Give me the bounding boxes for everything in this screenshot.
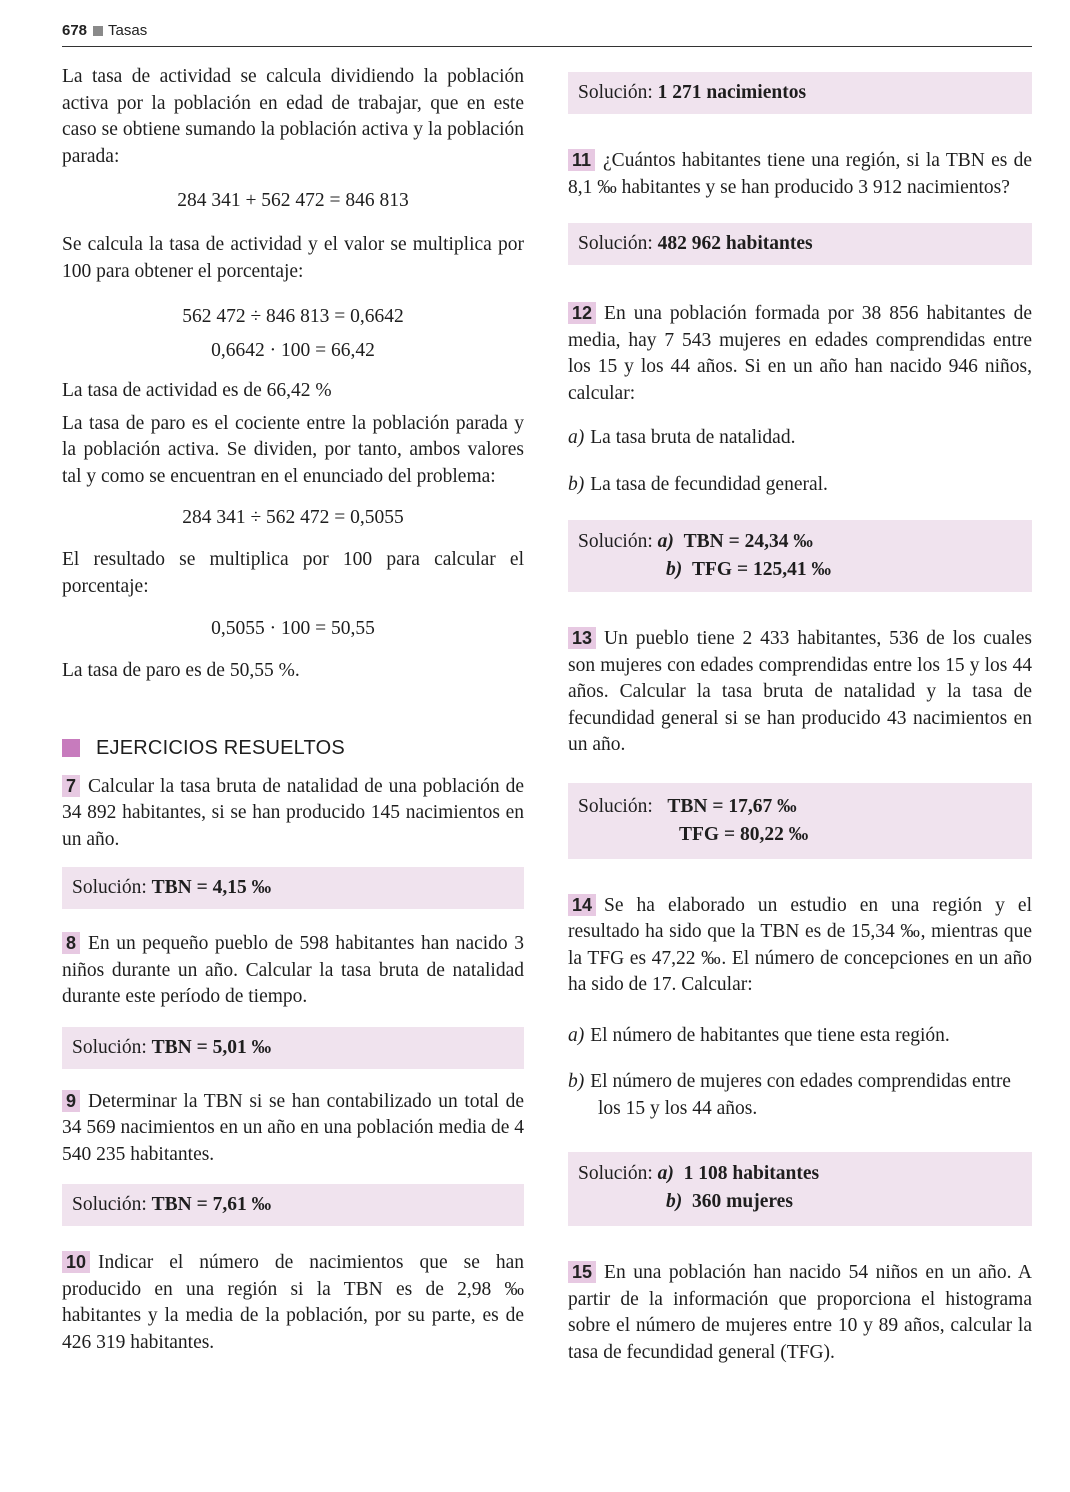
solution-value: TBN = 17,67 ‰ — [667, 795, 797, 817]
solution-value: TBN = 24,34 ‰ — [683, 531, 813, 552]
exercise-number: 12 — [568, 302, 596, 324]
subitem-text: El número de mujeres con edades comprendidas entre los 15 y los 44 años. — [590, 1071, 1011, 1119]
paragraph: El resultado se multiplica por 100 para calcular el porcentaje: — [62, 549, 524, 597]
solution-value: TFG = 125,41 ‰ — [692, 559, 831, 580]
exercise-text: Se ha elaborado un estudio en una región y el resultado ha sido que la TBN es de 15,34 ‰, mientras que la TFG es 47,22 ‰. El número de concepciones en un año ha sido de 17. Calcular: — [568, 894, 1032, 995]
solution-value: TBN = 7,61 ‰ — [151, 1194, 272, 1215]
paragraph: La tasa de actividad se calcula dividiendo la población activa por la población en edad de trabajar, que en este caso se obtiene sumando la población activa y la población parada: — [62, 66, 524, 167]
equation: 0,6642 · 100 = 66,42 — [211, 340, 375, 361]
subitem-b — [568, 1069, 1032, 1122]
section-title: EJERCICIOS RESUELTOS — [96, 736, 345, 759]
section-running-title: Tasas — [108, 22, 148, 39]
exercise-text: Indicar el número de nacimientos que se han producido en una región si la TBN es de 2,98 ‰ habitantes y la media de la población, por su parte, es de 426 319 habitantes. — [62, 1252, 524, 1353]
solution-box — [568, 520, 1032, 592]
solution-label: Solución: — [578, 531, 653, 552]
subitem-a — [568, 1023, 1032, 1050]
exercise-text: Determinar la TBN si se han contabilizado un total de 34 569 nacimientos en un año en una población media de 4 540 235 habitantes. — [62, 1090, 524, 1165]
exercise-12 — [568, 301, 1032, 407]
paragraph: La tasa de actividad es de 66,42 % — [62, 380, 332, 401]
solution-label: Solución: — [72, 1036, 147, 1058]
subitem-label: b) — [568, 1071, 585, 1092]
paragraph: La tasa de paro es el cociente entre la población parada y la población activa. Se dividen, por tanto, ambos valores tal y como se encuentran en el enunciado del problema: — [62, 412, 524, 487]
exercise-10 — [62, 1250, 524, 1356]
subitem-text: El número de habitantes que tiene esta región. — [590, 1024, 950, 1046]
solution-value: 482 962 habitantes — [657, 233, 813, 254]
left-column — [62, 64, 524, 1356]
page-header — [62, 22, 1032, 47]
exercise-number: 8 — [62, 932, 80, 954]
solution-box — [568, 1152, 1032, 1226]
right-column — [568, 72, 1032, 1366]
solution-value: TBN = 5,01 ‰ — [151, 1036, 272, 1058]
exercise-number: 14 — [568, 894, 596, 916]
solution-label: Solución: — [578, 1163, 653, 1184]
solution-value: 1 271 nacimientos — [657, 82, 807, 103]
subitem-a — [568, 425, 1032, 452]
equation: 562 472 ÷ 846 813 = 0,6642 — [182, 306, 404, 327]
page-number: 678 — [62, 22, 88, 39]
solution-sublabel: b) — [666, 1191, 683, 1212]
paragraph: La tasa de paro es de 50,55 %. — [62, 660, 300, 681]
exercise-number: 11 — [568, 149, 595, 171]
section-heading — [62, 737, 524, 760]
exercise-number: 7 — [62, 775, 80, 797]
subitem-b — [568, 472, 1032, 499]
solution-label: Solución: — [72, 877, 147, 898]
solution-box — [62, 1027, 524, 1069]
exercise-text: En una población formada por 38 856 habitantes de media, hay 7 543 mujeres en edades comprendidas entre los 15 y los 44 años. Si en un año han nacido 946 niños, calcular: — [568, 303, 1032, 404]
subitem-label: a) — [568, 427, 585, 448]
exercise-11 — [568, 148, 1032, 201]
solution-value: TFG = 80,22 ‰ — [679, 823, 809, 845]
subitem-label: b) — [568, 473, 585, 495]
solution-value: TBN = 4,15 ‰ — [151, 877, 272, 898]
exercise-text: Un pueblo tiene 2 433 habitantes, 536 de los cuales son mujeres con edades comprendidas entre los 15 y los 44 años. Calcular la tasa bruta de natalidad y la tasa de fecundidad general si se han producido 43 nacimientos en un año. — [568, 628, 1032, 755]
exercise-15 — [568, 1260, 1032, 1366]
solution-label: Solución: — [578, 233, 653, 254]
paragraph: Se calcula la tasa de actividad y el valor se multiplica por 100 para obtener el porcentaje: — [62, 234, 524, 282]
equation: 284 341 + 562 472 = 846 813 — [177, 190, 409, 211]
header-square-icon — [93, 26, 103, 36]
subitem-text: La tasa bruta de natalidad. — [590, 427, 796, 448]
solution-box — [568, 783, 1032, 859]
section-square-icon — [62, 739, 80, 757]
exercise-text: En un pequeño pueblo de 598 habitantes han nacido 3 niños durante un año. Calcular la tasa bruta de natalidad durante este período de tiempo. — [62, 933, 524, 1007]
solution-box — [568, 72, 1032, 114]
subitem-text: La tasa de fecundidad general. — [590, 473, 828, 495]
exercise-number: 13 — [568, 627, 596, 649]
solution-box — [62, 867, 524, 909]
exercise-number: 15 — [568, 1261, 596, 1283]
exercise-8 — [62, 931, 524, 1011]
solution-label: Solución: — [578, 795, 653, 817]
exercise-text: ¿Cuántos habitantes tiene una región, si la TBN es de 8,1 ‰ habitantes y se han producido 3 912 nacimientos? — [568, 150, 1032, 198]
solution-value: 360 mujeres — [692, 1191, 793, 1212]
equation: 0,5055 · 100 = 50,55 — [211, 618, 375, 639]
subitem-label: a) — [568, 1024, 585, 1046]
solution-label: Solución: — [72, 1194, 147, 1215]
exercise-number: 9 — [62, 1090, 80, 1112]
equation: 284 341 ÷ 562 472 = 0,5055 — [182, 507, 404, 528]
exercise-text: Calcular la tasa bruta de natalidad de una población de 34 892 habitantes, si se han producido 145 nacimientos en un año. — [62, 775, 524, 850]
solution-sublabel: b) — [666, 559, 683, 580]
solution-sublabel: a) — [657, 1163, 674, 1184]
solution-sublabel: a) — [657, 531, 674, 552]
exercise-14 — [568, 893, 1032, 999]
exercise-13 — [568, 626, 1032, 759]
solution-label: Solución: — [578, 82, 653, 103]
solution-box — [568, 223, 1032, 265]
exercise-text: En una población han nacido 54 niños en un año. A partir de la información que proporciona el histograma sobre el número de mujeres entre 10 y 89 años, calcular la tasa de fecundidad general (TFG). — [568, 1262, 1032, 1363]
solution-value: 1 108 habitantes — [683, 1163, 820, 1184]
exercise-number: 10 — [62, 1251, 90, 1273]
solution-box — [62, 1184, 524, 1226]
exercise-9 — [62, 1089, 524, 1169]
exercise-7 — [62, 774, 524, 854]
